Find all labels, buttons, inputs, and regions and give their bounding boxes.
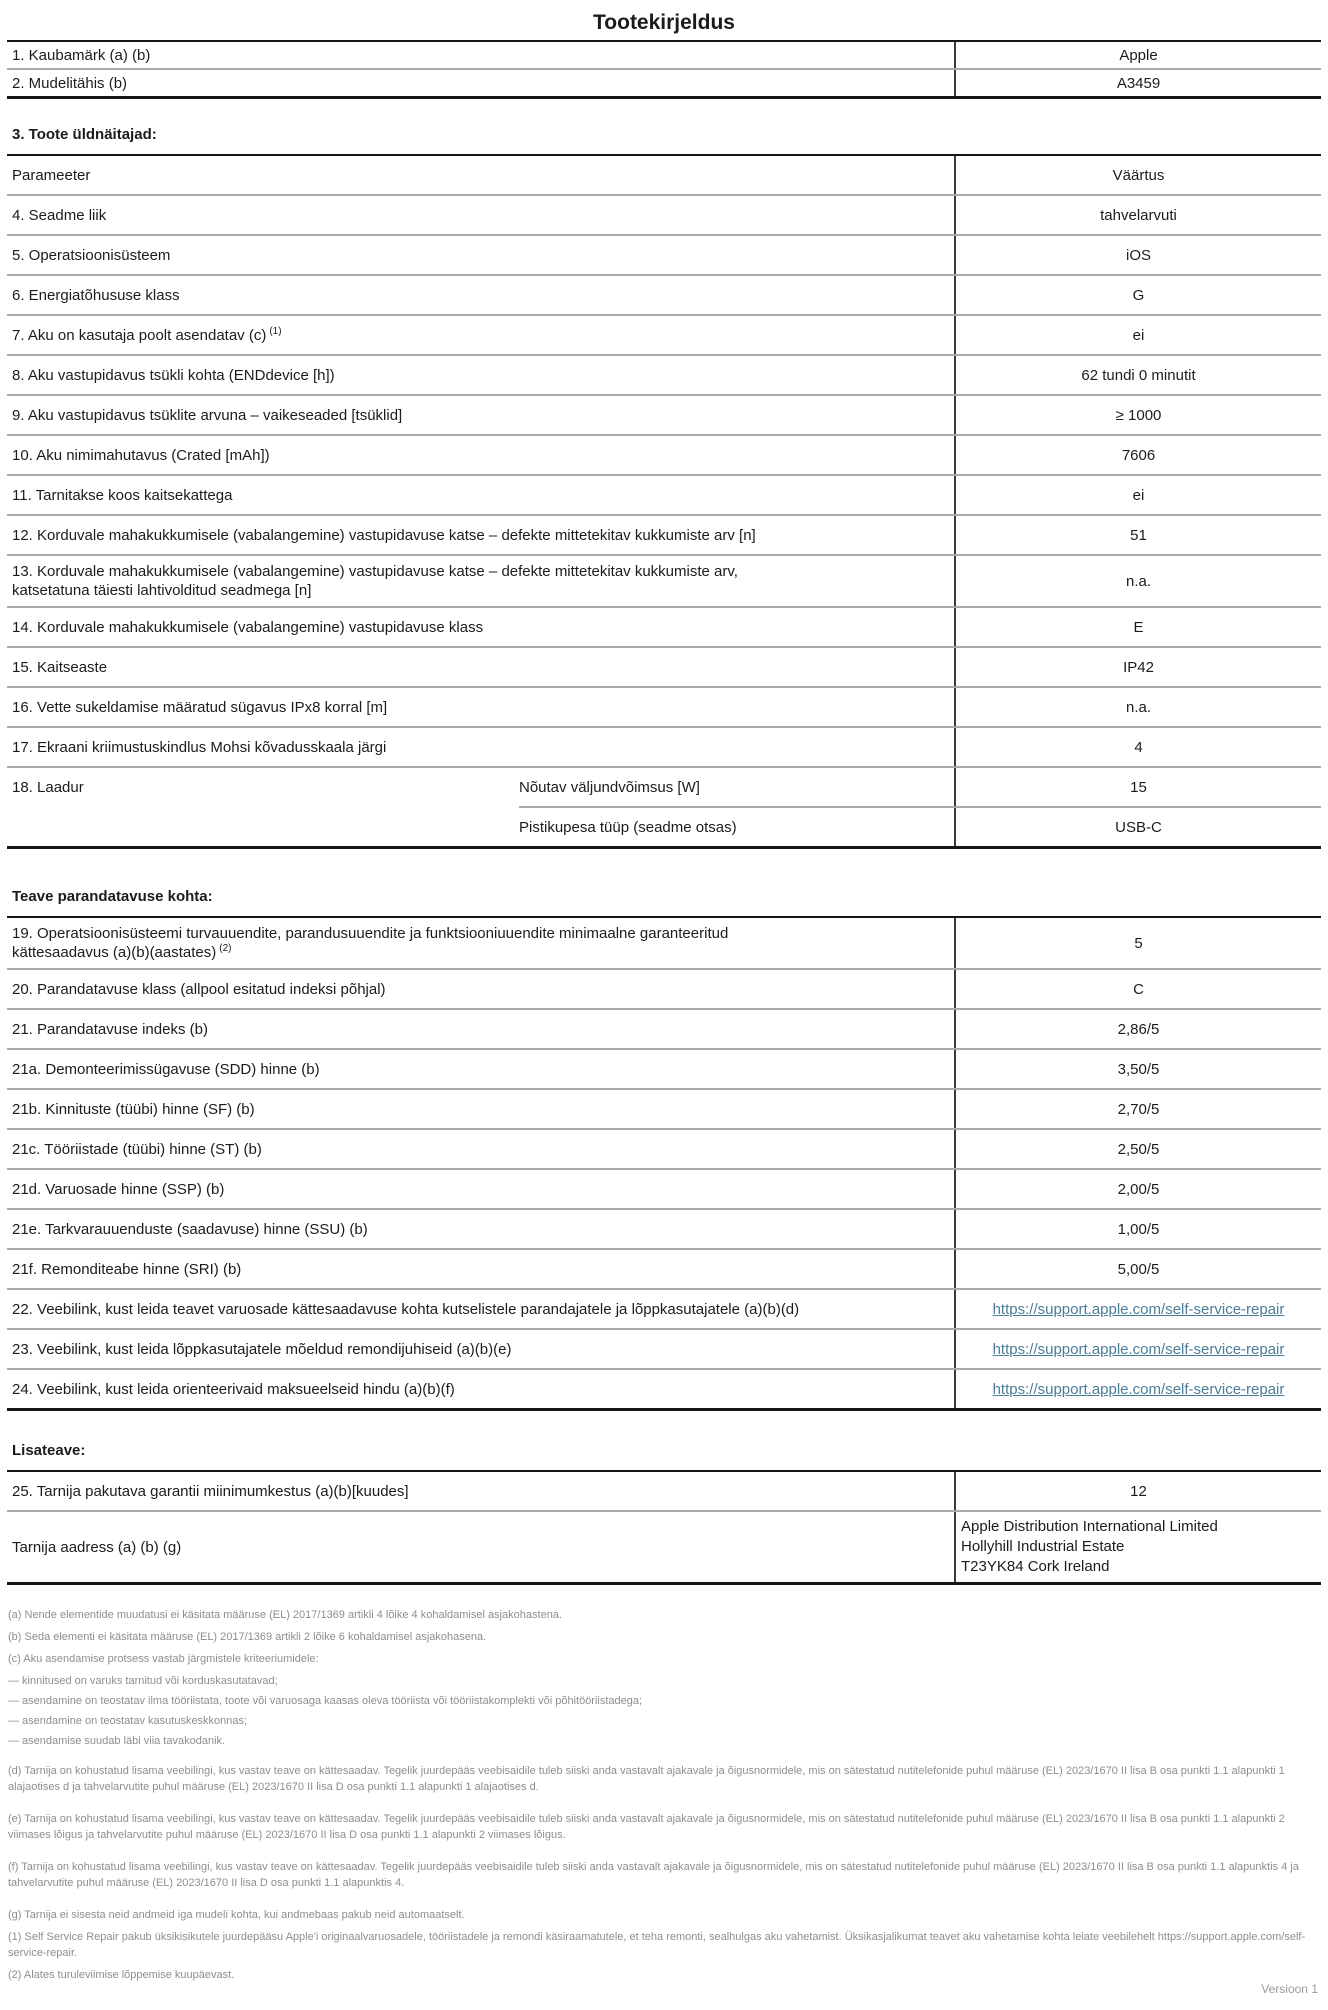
row-label (7, 516, 954, 554)
additional-info-table (7, 1470, 1321, 1585)
row-value (954, 1370, 1321, 1408)
row-label (7, 396, 954, 434)
footnote: (f) Tarnija on kohustatud lisama veebilingi, kus vastav teave on kättesaadav. Tegelik juurdepääs veebisaidile tuleb siiski anda vastavalt ajakavale ja õigusnormidele, mis on sätestatud nutitelefonide puhul määruse (EL) 2023/1670 II lisa B osa punkti 1.1 alapunktis 4 ja tahvelarvutite puhul määruse (EL) 2023/1670 II lisa D osa punkti 1.1 alapunktis 4. (8, 1861, 1299, 1889)
table-row (7, 554, 1321, 606)
row-label-text: 21b. Kinnituste (tüübi) hinne (SF) (b) (12, 1100, 255, 1118)
table-row (7, 354, 1321, 394)
table-row (7, 646, 1321, 686)
row-label (7, 1330, 954, 1368)
table-row (7, 314, 1321, 354)
section-heading-additional: Lisateave: (12, 1442, 86, 1459)
row-value: 12 (954, 1472, 1321, 1510)
table-row (7, 1088, 1321, 1128)
row-value: E (954, 608, 1321, 646)
row-label (7, 1250, 954, 1288)
row-value: 1,00/5 (954, 1210, 1321, 1248)
row-label-text: 14. Korduvale mahakukkumisele (vabalangemine) vastupidavuse klass (12, 618, 484, 636)
table-row (7, 606, 1321, 646)
row-value: ≥ 1000 (954, 396, 1321, 434)
table-row (7, 514, 1321, 554)
row-value: IP42 (954, 648, 1321, 686)
row-label (7, 1472, 954, 1510)
row-label (7, 1010, 954, 1048)
row-label-text: 11. Tarnitakse koos kaitsekattega (12, 486, 233, 504)
row-label-text (12, 924, 728, 962)
row-label-text: 21c. Tööriistade (tüübi) hinne (ST) (b) (12, 1140, 262, 1158)
row-label-text: 16. Vette sukeldamise määratud sügavus IPx8 korral [m] (12, 698, 388, 716)
row-label-text: 18. Laadur (12, 779, 84, 796)
row-value: iOS (954, 236, 1321, 274)
row-label-line1: 13. Korduvale mahakukkumisele (vabalangemine) vastupidavuse katse – defekte mittetekitav kukkumiste arv, (12, 563, 738, 580)
table-row (7, 1248, 1321, 1288)
row-value: 2,00/5 (954, 1170, 1321, 1208)
version-label: Versioon 1 (1261, 1982, 1318, 1996)
row-label (7, 1130, 954, 1168)
row-label-text: 21d. Varuosade hinne (SSP) (b) (12, 1180, 225, 1198)
repair-instructions-link[interactable]: https://support.apple.com/self-service-repair (992, 1340, 1285, 1358)
table-row (7, 918, 1321, 968)
row-value: 2,50/5 (954, 1130, 1321, 1168)
row-value: tahvelarvuti (954, 196, 1321, 234)
table-header-row (7, 156, 1321, 194)
footnote-criterion: — asendamine on teostatav ilma tööriistata, toote või varuosaga kaasas oleva tööriista või tööriistakomplekti või põhitööriistadega; (8, 1695, 643, 1707)
table-row (7, 968, 1321, 1008)
row-label (7, 768, 519, 846)
table-row (7, 394, 1321, 434)
page-title: Tootekirjeldus (593, 11, 735, 34)
footnote: (a) Nende elementide muudatusi ei käsitata määruse (EL) 2017/1369 artikli 4 lõike 4 kohaldamisel asjakohastena. (8, 1609, 562, 1621)
table-row (7, 1008, 1321, 1048)
table-row (7, 1208, 1321, 1248)
row-label (7, 1170, 954, 1208)
row-value: 7606 (954, 436, 1321, 474)
row-label-text: 8. Aku vastupidavus tsükli kohta (ENDdevice [h]) (12, 366, 335, 384)
row-label (7, 1050, 954, 1088)
table-row-model (7, 68, 1321, 96)
table-row (7, 1168, 1321, 1208)
row-label-text: 6. Energiatõhususe klass (12, 286, 180, 304)
row-label (7, 970, 954, 1008)
row-label-line2: katsetatuna täiesti lahtivolditud seadmega [n] (12, 582, 312, 599)
row-label (7, 728, 954, 766)
charger-row (7, 766, 1321, 846)
row-value: G (954, 276, 1321, 314)
row-label-text: Tarnija aadress (a) (b) (g) (12, 1538, 182, 1556)
footnote: (e) Tarnija on kohustatud lisama veebilingi, kus vastav teave on kättesaadav. Tegelik juurdepääs veebisaidile tuleb siiski anda vastavalt ajakavale ja õigusnormidele, mis on sätestatud nutitelefonide puhul määruse (EL) 2023/1670 II lisa B osa punkti 1.1 alapunkti 2 viimases lõigus ja tahvelarvutite puhul määruse (EL) 2023/1670 II lisa D osa punkti 1.1 alapunkti 2 viimases lõigus. (8, 1813, 1285, 1841)
row-value: 51 (954, 516, 1321, 554)
row-label-text: 2. Mudelitähis (b) (12, 74, 128, 92)
row-label (7, 1210, 954, 1248)
sub-row-value: 15 (954, 768, 1321, 806)
row-label-text: 20. Parandatavuse klass (allpool esitatud indeksi põhjal) (12, 980, 386, 998)
footnote-marker: (2) (219, 943, 232, 954)
supplier-address (954, 1512, 1321, 1582)
row-label (7, 196, 954, 234)
row-label (7, 648, 954, 686)
row-label (7, 688, 954, 726)
row-label-main: 7. Aku on kasutaja poolt asendatav (c) (12, 326, 267, 344)
row-value: 2,70/5 (954, 1090, 1321, 1128)
section-heading-general: 3. Toote üldnäitajad: (12, 126, 157, 143)
row-label-text: 5. Operatsioonisüsteem (12, 246, 171, 264)
row-label (7, 476, 954, 514)
section-heading-repairability: Teave parandatavuse kohta: (12, 888, 213, 905)
row-value: ei (954, 476, 1321, 514)
row-label-text: 10. Aku nimimahutavus (Crated [mAh]) (12, 446, 270, 464)
row-label-text (12, 326, 282, 345)
row-label-text: 12. Korduvale mahakukkumisele (vabalangemine) vastupidavuse katse – defekte mittetekitav kukkumiste arv [n] (12, 526, 756, 544)
sub-row-label: Nõutav väljundvõimsus [W] (519, 778, 700, 796)
table-row (7, 194, 1321, 234)
row-value: 62 tundi 0 minutit (954, 356, 1321, 394)
address-line: Apple Distribution International Limited (961, 1518, 1218, 1535)
row-label-text: 1. Kaubamärk (a) (b) (12, 46, 151, 64)
sub-row-label: Pistikupesa tüüp (seadme otsas) (519, 818, 737, 836)
table-row (7, 434, 1321, 474)
row-value: n.a. (954, 688, 1321, 726)
row-label (7, 556, 954, 606)
charger-sub-table (519, 768, 1321, 846)
footnote: (d) Tarnija on kohustatud lisama veebilingi, kus vastav teave on kättesaadav. Tegelik juurdepääs veebisaidile tuleb siiski anda vastavalt ajakavale ja õigusnormidele, mis on sätestatud nutitelefonide puhul määruse (EL) 2023/1670 II lisa B osa punkti 1.1 alapunkti 1 alajaotises d ja tahvelarvutite puhul määruse (EL) 2023/1670 II lisa D osa punkti 1.1 alapunkti 1 alajaotises d. (8, 1765, 1285, 1793)
footnote: (b) Seda elementi ei käsitata määruse (EL) 2017/1369 artikli 2 lõike 6 kohaldamisel asjakohasena. (8, 1631, 487, 1643)
row-value: 5 (954, 918, 1321, 968)
charger-sub-row (519, 806, 1321, 846)
row-label (7, 1512, 954, 1582)
row-label-text: 21f. Remonditeabe hinne (SRI) (b) (12, 1260, 242, 1278)
row-label (7, 1290, 954, 1328)
row-label-line2: kättesaadavus (a)(b)(aastates) (12, 944, 217, 961)
footnote: (g) Tarnija ei sisesta neid andmeid iga mudeli kohta, kui andmebaas pakub neid automaatselt. (8, 1909, 465, 1921)
row-value: ei (954, 316, 1321, 354)
link-row (7, 1328, 1321, 1368)
footnote-criterion: — kinnitused on varuks tarnitud või korduskasutatavad; (8, 1675, 278, 1687)
general-parameters-table (7, 154, 1321, 849)
row-value: 4 (954, 728, 1321, 766)
row-label-text: 4. Seadme liik (12, 206, 107, 224)
charger-sub-row (519, 768, 1321, 806)
table-row (7, 1048, 1321, 1088)
row-label-text: 21e. Tarkvarauuenduste (saadavuse) hinne (SSU) (b) (12, 1220, 368, 1238)
row-label (7, 316, 954, 354)
spare-parts-link[interactable]: https://support.apple.com/self-service-repair (992, 1300, 1285, 1318)
address-line: Hollyhill Industrial Estate (961, 1538, 1125, 1555)
footnote: (2) Alates turuleviimise lõppemise kuupäevast. (8, 1969, 235, 1981)
row-value (954, 1330, 1321, 1368)
row-value: C (954, 970, 1321, 1008)
table-row (7, 274, 1321, 314)
row-value: Apple (954, 42, 1321, 68)
row-label (7, 42, 954, 68)
link-row (7, 1288, 1321, 1328)
footnote-criterion: — asendamine on teostatav kasutuskeskkonnas; (8, 1715, 248, 1727)
row-label-text: 22. Veebilink, kust leida teavet varuosade kättesaadavuse kohta kutselistele parandajatele ja lõppkasutajatele (a)(b)(d) (12, 1300, 800, 1318)
footnotes-section (8, 1607, 1321, 1983)
sub-row-value: USB-C (954, 808, 1321, 846)
row-value: A3459 (954, 70, 1321, 96)
row-label (7, 276, 954, 314)
row-value: n.a. (954, 556, 1321, 606)
row-label (7, 436, 954, 474)
row-label (7, 1090, 954, 1128)
address-line: T23YK84 Cork Ireland (961, 1558, 1110, 1575)
row-label-text: 25. Tarnija pakutava garantii miinimumkestus (a)(b)[kuudes] (12, 1482, 409, 1500)
table-row (7, 474, 1321, 514)
row-label (7, 1370, 954, 1408)
row-label (7, 236, 954, 274)
row-label-text: 21a. Demonteerimissügavuse (SDD) hinne (b) (12, 1060, 320, 1078)
row-value: 2,86/5 (954, 1010, 1321, 1048)
row-label-text (12, 562, 738, 600)
table-row (7, 726, 1321, 766)
row-label-text: 9. Aku vastupidavus tsüklite arvuna – vaikeseaded [tsüklid] (12, 406, 403, 424)
row-value: 3,50/5 (954, 1050, 1321, 1088)
row-label-text: 17. Ekraani kriimustuskindlus Mohsi kõvadusskaala järgi (12, 738, 387, 756)
supplier-address-row (7, 1510, 1321, 1582)
row-label-text: 15. Kaitseaste (12, 658, 108, 676)
link-row (7, 1368, 1321, 1408)
row-label (7, 918, 954, 968)
row-label-text: 24. Veebilink, kust leida orienteerivaid maksueelseid hindu (a)(b)(f) (12, 1380, 455, 1398)
footnote: (c) Aku asendamise protsess vastab järgmistele kriteeriumidele: (8, 1653, 319, 1665)
row-label (7, 356, 954, 394)
table-row (7, 1128, 1321, 1168)
table-row (7, 1472, 1321, 1510)
footnote-criterion: — asendamise suudab läbi viia tavakodanik. (8, 1735, 226, 1747)
row-label-text: 21. Parandatavuse indeks (b) (12, 1020, 208, 1038)
row-label (7, 608, 954, 646)
table-row (7, 234, 1321, 274)
column-header-parameter: Parameeter (12, 166, 91, 184)
table-row (7, 686, 1321, 726)
column-header-value: Väärtus (954, 156, 1321, 194)
row-value: 5,00/5 (954, 1250, 1321, 1288)
footnote-marker: (1) (269, 325, 282, 337)
footnote: (1) Self Service Repair pakub üksikisikutele juurdepääsu Apple'i originaalvaruosadele, tööriistadele ja remondi käsiraamatutele, et teha remonti, sealhulgas aku vahetamist. Üksikasjalikumat teavet aku vahetamise kohta leiate veebilehelt https://support.apple.com/self-service-repair. (8, 1931, 1306, 1959)
table-row-brand (7, 42, 1321, 68)
row-label-line1: 19. Operatsioonisüsteemi turvauuendite, parandusuuendite ja funktsiooniuuendite minimaalne garanteeritud (12, 925, 729, 942)
pricing-link[interactable]: https://support.apple.com/self-service-repair (992, 1380, 1285, 1398)
identification-table (7, 40, 1321, 99)
row-value (954, 1290, 1321, 1328)
row-label-text: 23. Veebilink, kust leida lõppkasutajatele mõeldud remondijuhiseid (a)(b)(e) (12, 1340, 512, 1358)
row-label (7, 70, 954, 96)
repairability-table (7, 916, 1321, 1411)
